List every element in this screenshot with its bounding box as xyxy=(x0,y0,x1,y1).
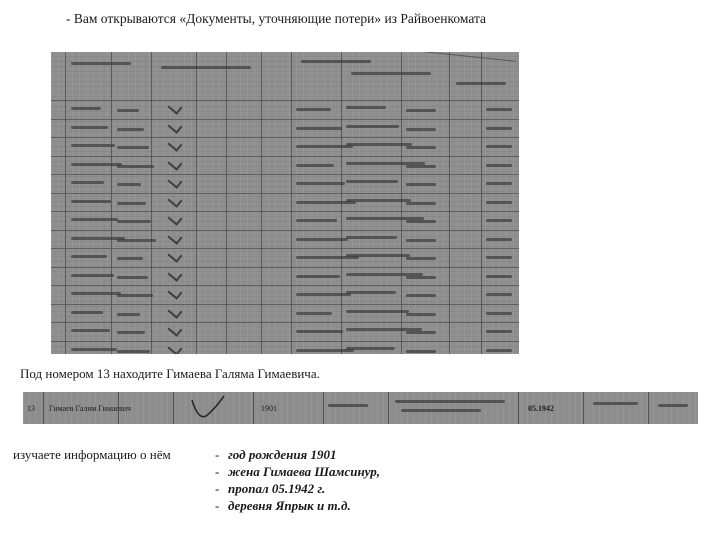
checkmark-icon xyxy=(168,100,183,115)
checkmark-icon xyxy=(168,119,183,134)
fact-wife: - жена Гимаева Шамсинур, xyxy=(215,464,381,479)
document-stamp xyxy=(422,52,516,84)
checkmark-icon xyxy=(168,156,183,171)
checkmark-icon xyxy=(168,304,183,319)
checkmark-icon xyxy=(168,193,183,208)
top-caption: - Вам открываются «Документы, уточняющие потери» из Райвоенкомата xyxy=(66,11,487,26)
document-scan-image xyxy=(51,52,519,354)
checkmark-icon xyxy=(168,267,183,282)
checkmark-icon xyxy=(168,174,183,189)
facts-list xyxy=(215,446,380,514)
checkmark-icon xyxy=(168,211,183,226)
checkmark-icon xyxy=(168,230,183,245)
fact-birth-year: - год рождения 1901 xyxy=(215,447,337,462)
info-label: изучаете информацию о нём xyxy=(13,447,171,462)
fact-missing: - пропал 05.1942 г. xyxy=(215,481,326,496)
fact-village: - деревня Япрык и т.д. xyxy=(215,498,351,513)
strip-name: Гимаев Галям Гимаевич xyxy=(49,404,132,413)
strip-date: 05.1942 xyxy=(528,404,554,413)
checkmark-icon xyxy=(168,322,183,337)
strip-row-number: 13 xyxy=(27,404,35,413)
middle-caption: Под номером 13 находите Гимаева Галяма Гимаевича. xyxy=(20,366,320,381)
row-13-scan-strip xyxy=(23,392,698,424)
checkmark-icon xyxy=(168,137,183,152)
checkmark-icon xyxy=(168,285,183,300)
checkmark-icon xyxy=(188,394,228,422)
checkmark-icon xyxy=(168,341,183,354)
checkmark-icon xyxy=(168,248,183,263)
strip-year: 1901 xyxy=(261,404,277,413)
